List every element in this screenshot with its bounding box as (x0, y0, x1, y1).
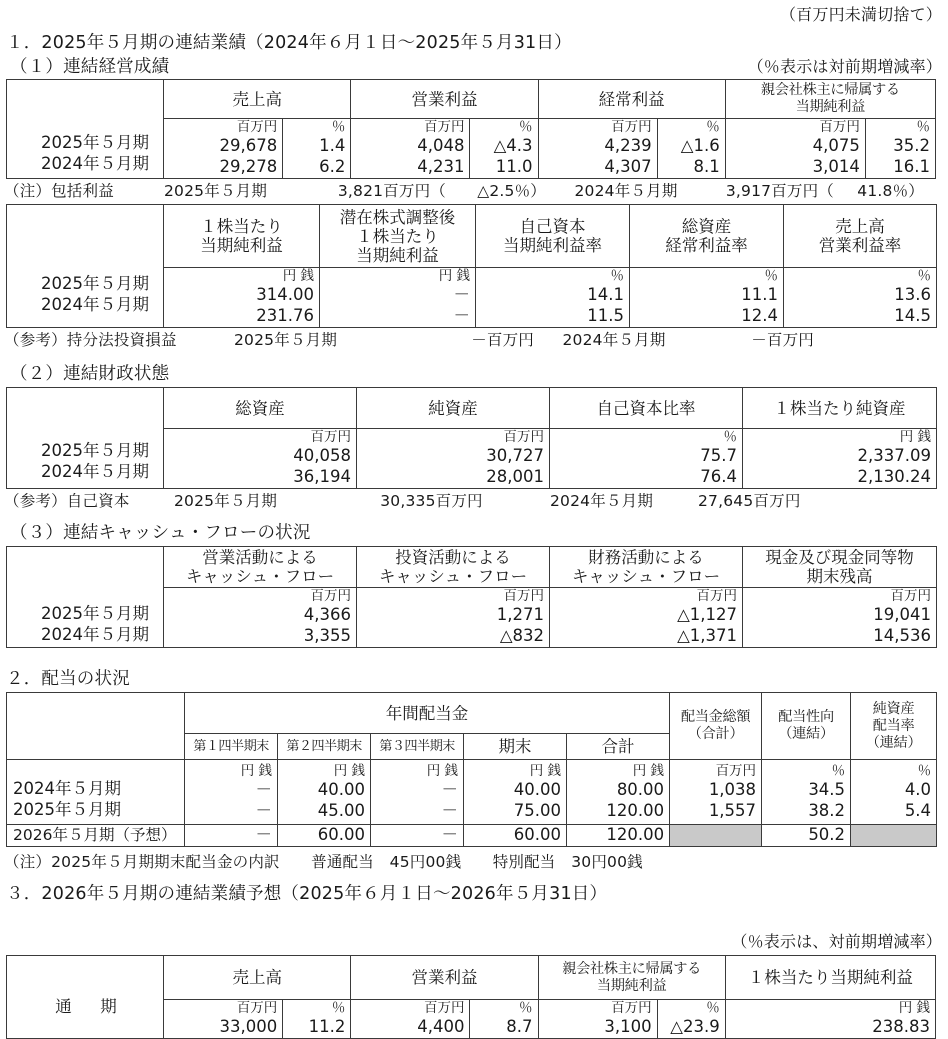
cell-net-assets: 百万円 30,727 28,001 (357, 429, 550, 489)
header-annual-dividend: 年間配当金 (185, 693, 670, 734)
table-header-row (7, 956, 936, 1000)
cell-operating-cf: 百万円 4,366 3,355 (164, 588, 357, 648)
forecast-doe-shaded (851, 825, 937, 847)
cell-year-end: 円 銭 40.00 75.00 (464, 760, 567, 825)
table3-row-labels: 2025年５月期 2024年５月期 (41, 441, 149, 481)
header-net-sales: 売上高 (164, 80, 351, 119)
cell-total-amount: 百万円 1,038 1,557 (670, 760, 762, 825)
dividend-body-band (7, 760, 937, 825)
header-forecast-net-income-parent: 親会社株主に帰属する 当期純利益 (538, 956, 725, 1000)
header-bps: １株当たり純資産 (743, 388, 937, 429)
cell-operating-income-amount: 百万円 4,048 4,231 (351, 119, 470, 179)
cell-cash-equivalents: 百万円 19,041 14,536 (743, 588, 937, 648)
cell-operating-margin: ％ 13.6 14.5 (784, 268, 937, 328)
header-total-dividend-amount: 配当金総額 （合計） (670, 693, 762, 760)
header-operating-income: 営業利益 (351, 80, 538, 119)
cell-doe: ％ 4.0 5.4 (851, 760, 937, 825)
header-dividend-on-equity: 純資産 配当率 （連結） (851, 693, 937, 760)
cell-net-sales-pct: ％ 1.4 6.2 (283, 119, 351, 179)
header-diluted-eps: 潜在株式調整後 １株当たり 当期純利益 (320, 205, 476, 268)
cell-total-assets: 百万円 40,058 36,194 (164, 429, 357, 489)
cell-net-sales-amount: 百万円 29,678 29,278 (164, 119, 283, 179)
cell-diluted-eps: 円 銭 － － (320, 268, 476, 328)
header-forecast-net-sales: 売上高 (164, 956, 351, 1000)
table-dividends (6, 692, 937, 847)
forecast-total-amount-shaded (670, 825, 762, 847)
table-header-row (7, 80, 936, 119)
document-page (0, 4, 948, 1036)
header-forecast-eps: １株当たり当期純利益 (725, 956, 935, 1000)
pct-note-1: （％表示は対前期増減率） (747, 57, 942, 76)
forecast-year-end: 60.00 (464, 825, 567, 847)
forecast-q1: － (185, 825, 278, 847)
forecast-payout-ratio: 50.2 (762, 825, 851, 847)
dividend-forecast-row (7, 825, 937, 847)
table-header-row (7, 547, 937, 588)
section-3-heading: ３．2026年５月期の連結業績予想（2025年６月１日～2026年５月31日） (6, 884, 608, 904)
own-capital-note: （参考）自己資本 2025年５月期 30,335百万円 2024年５月期 27,645百万円 (4, 492, 801, 510)
dividend-row-label-band: 2024年５月期 2025年５月期 (7, 760, 185, 825)
corner-cell (7, 693, 185, 760)
cell-investing-cf: 百万円 1,271 △832 (357, 588, 550, 648)
header-operating-margin: 売上高 営業利益率 (784, 205, 937, 268)
cell-ordinary-income-amount: 百万円 4,239 4,307 (538, 119, 657, 179)
forecast-q3: － (371, 825, 464, 847)
header-roe: 自己資本 当期純利益率 (476, 205, 630, 268)
section-2-heading: ２．配当の状況 (6, 669, 130, 689)
header-q2-end: 第２四半期末 (278, 734, 371, 760)
cell-q2: 円 銭 40.00 45.00 (278, 760, 371, 825)
header-operating-cf: 営業活動による キャッシュ・フロー (164, 547, 357, 588)
dividend-breakdown-note: （注）2025年５月期期末配当金の内訳 普通配当 45円00銭 特別配当 30円00銭 (4, 853, 643, 871)
header-year-end: 期末 (464, 734, 567, 760)
table2-row-labels: 2025年５月期 2024年５月期 (41, 274, 149, 314)
header-roa: 総資産 経常利益率 (630, 205, 784, 268)
header-total: 合計 (567, 734, 670, 760)
header-net-assets: 純資産 (357, 388, 550, 429)
cell-q3: 円 銭 － － (371, 760, 464, 825)
table4-row-labels: 2025年５月期 2024年５月期 (41, 604, 149, 644)
cell-net-income-amount: 百万円 4,075 3,014 (725, 119, 865, 179)
header-total-assets: 総資産 (164, 388, 357, 429)
table1-row-labels: 2025年５月期 2024年５月期 (41, 133, 149, 173)
header-q1-end: 第１四半期末 (185, 734, 278, 760)
rounding-note: （百万円未満切捨て） (779, 5, 942, 24)
cell-forecast-operating-income: 百万円 4,400 (351, 1000, 470, 1039)
header-eps: １株当たり 当期純利益 (164, 205, 320, 268)
table-header-row (7, 205, 937, 268)
forecast-total: 120.00 (567, 825, 670, 847)
cell-net-income-pct: ％ 35.2 16.1 (865, 119, 935, 179)
forecast-row-label: 2026年５月期（予想） (7, 825, 185, 847)
header-ordinary-income: 経常利益 (538, 80, 725, 119)
cell-bps: 円 銭 2,337.09 2,130.24 (743, 429, 937, 489)
section-1-heading: １．2025年５月期の連結業績（2024年６月１日～2025年５月31日） (6, 33, 572, 53)
cell-forecast-net-income: 百万円 3,100 (538, 1000, 657, 1039)
forecast-q2: 60.00 (278, 825, 371, 847)
header-net-income-parent: 親会社株主に帰属する 当期純利益 (725, 80, 935, 119)
cell-forecast-operating-income-pct: ％ 8.7 (470, 1000, 538, 1039)
header-payout-ratio: 配当性向 （連結） (762, 693, 851, 760)
cell-q1: 円 銭 － － (185, 760, 278, 825)
cell-roa: ％ 11.1 12.4 (630, 268, 784, 328)
cell-forecast-net-income-pct: ％ △23.9 (657, 1000, 725, 1039)
section-1-3-heading: （３）連結キャッシュ・フローの状況 (10, 523, 311, 543)
dividend-header-row-1 (7, 693, 937, 734)
equity-method-note: （参考）持分法投資損益 2025年５月期 －百万円 2024年５月期 －百万円 (4, 331, 814, 349)
cell-forecast-net-sales: 百万円 33,000 (164, 1000, 283, 1039)
header-financing-cf: 財務活動による キャッシュ・フロー (550, 547, 743, 588)
header-cash-equivalents: 現金及び現金同等物 期末残高 (743, 547, 937, 588)
cell-ordinary-income-pct: ％ △1.6 8.1 (657, 119, 725, 179)
section-1-1-heading: （１）連結経営成績 (10, 57, 170, 77)
header-forecast-operating-income: 営業利益 (351, 956, 538, 1000)
cell-forecast-eps: 円 銭 238.83 (725, 1000, 935, 1039)
cell-financing-cf: 百万円 △1,127 △1,371 (550, 588, 743, 648)
section-1-2-heading: （２）連結財政状態 (10, 364, 170, 384)
table-header-row (7, 388, 937, 429)
cell-eps: 円 銭 314.00 231.76 (164, 268, 320, 328)
cell-payout-ratio: ％ 34.5 38.2 (762, 760, 851, 825)
table-forecast-row-label: 通 期 (55, 997, 123, 1016)
comprehensive-income-note: （注）包括利益 2025年５月期 3,821百万円（ △2.5％） 2024年５月期 3,917百万円（ 41.8％） (4, 182, 924, 200)
header-equity-ratio: 自己資本比率 (550, 388, 743, 429)
cell-operating-income-pct: ％ △4.3 11.0 (470, 119, 538, 179)
pct-note-3: （％表示は、対前期増減率） (731, 932, 942, 951)
cell-roe: ％ 14.1 11.5 (476, 268, 630, 328)
header-investing-cf: 投資活動による キャッシュ・フロー (357, 547, 550, 588)
cell-equity-ratio: ％ 75.7 76.4 (550, 429, 743, 489)
cell-total: 円 銭 80.00 120.00 (567, 760, 670, 825)
header-q3-end: 第３四半期末 (371, 734, 464, 760)
cell-forecast-net-sales-pct: ％ 11.2 (283, 1000, 351, 1039)
